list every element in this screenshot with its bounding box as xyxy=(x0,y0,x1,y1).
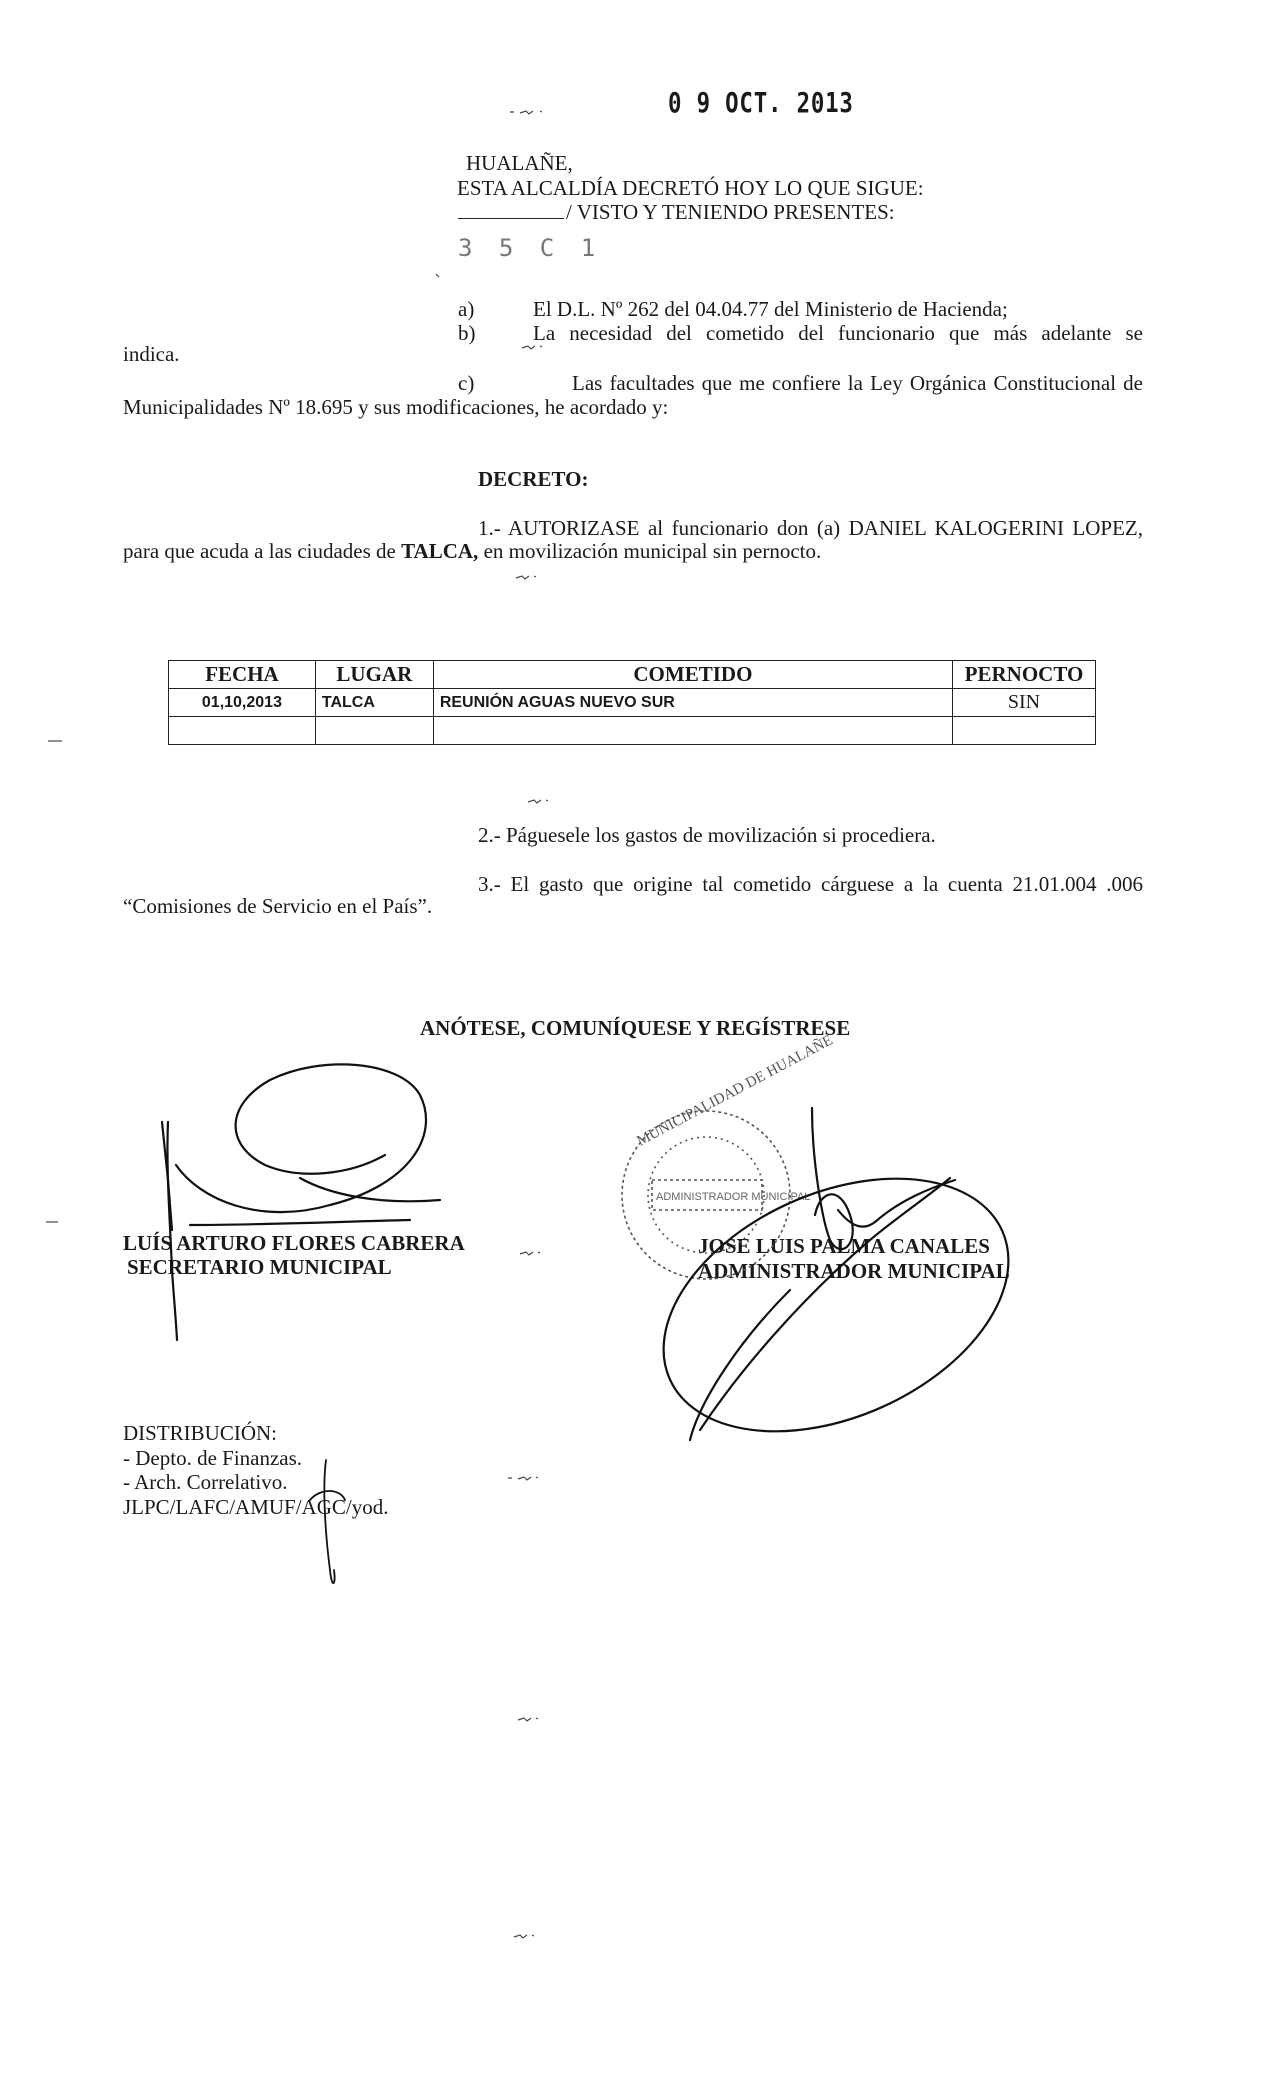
consideration-c-label: c) xyxy=(458,371,475,395)
right-signatory-name: JOSE LUIS PALMA CANALES xyxy=(698,1234,990,1258)
decree-heading: DECRETO: xyxy=(478,467,589,491)
seal-inner-lettering: ADMINISTRADOR MUNICIPAL xyxy=(656,1191,811,1203)
destination-city: TALCA, xyxy=(401,539,479,563)
cell-fecha: 01,10,2013 xyxy=(169,689,316,717)
consideration-c-continuation: Municipalidades Nº 18.695 y sus modificaciones, he acordado y: xyxy=(123,395,669,419)
visto-heading: / VISTO Y TENIENDO PRESENTES: xyxy=(566,200,895,224)
decree-item-2: 2.- Páguesele los gastos de movilización si procediera. xyxy=(478,823,936,847)
column-header-cometido: COMETIDO xyxy=(433,661,952,689)
decree-item-3-line-1: 3.- El gasto que origine tal cometido cárguese a la cuenta 21.01.004 .006 xyxy=(478,872,1143,896)
decree-item-1-line-1: 1.- AUTORIZASE al funcionario don (a) DANIEL KALOGERINI LOPEZ, xyxy=(478,516,1143,540)
decree-item-1-line-2-pre: para que acuda a las ciudades de xyxy=(123,539,402,563)
consideration-b-label: b) xyxy=(458,321,476,345)
closing-formula: ANÓTESE, COMUNÍQUESE Y REGÍSTRESE xyxy=(420,1016,851,1040)
column-header-lugar: LUGAR xyxy=(315,661,433,689)
right-signature xyxy=(624,1108,1048,1481)
left-signature xyxy=(162,1064,440,1340)
consideration-c-text: Las facultades que me confiere la Ley Orgánica Constitucional de xyxy=(572,371,1143,395)
received-date-stamp: 0 9 OCT. 2013 xyxy=(668,86,854,119)
initials-mark xyxy=(310,1460,345,1583)
scan-marks xyxy=(46,111,548,1938)
decree-number-stamp: 3 5 C 1 xyxy=(458,234,602,262)
cell-cometido: REUNIÓN AGUAS NUEVO SUR xyxy=(433,689,952,717)
distribution-item: - Arch. Correlativo. xyxy=(123,1470,288,1494)
cell-lugar: TALCA xyxy=(315,689,433,717)
column-header-pernocto: PERNOCTO xyxy=(953,661,1096,689)
left-signatory-name: LUÍS ARTURO FLORES CABRERA xyxy=(123,1231,465,1255)
consideration-a-text: El D.L. Nº 262 del 04.04.77 del Ministerio de Hacienda; xyxy=(533,297,1008,321)
left-signatory-title: SECRETARIO MUNICIPAL xyxy=(127,1255,392,1279)
distribution-heading: DISTRIBUCIÓN: xyxy=(123,1421,278,1445)
decree-item-1-line-2-post: en movilización municipal sin pernocto. xyxy=(478,539,822,563)
column-header-fecha: FECHA xyxy=(169,661,316,689)
distribution-item: - Depto. de Finanzas. xyxy=(123,1446,303,1470)
city-heading: HUALAÑE, xyxy=(466,151,573,175)
seal-outer-lettering: MUNICIPALIDAD DE HUALAÑE xyxy=(634,1032,836,1150)
consideration-a-label: a) xyxy=(458,297,475,321)
cell-pernocto: SIN xyxy=(953,689,1096,717)
consideration-b-continuation: indica. xyxy=(123,342,180,366)
consideration-b-text: La necesidad del cometido del funcionario que más adelante se xyxy=(533,321,1143,345)
decree-item-3-line-2: “Comisiones de Servicio en el País”. xyxy=(123,894,433,918)
reference-initials: JLPC/LAFC/AMUF/AGC/yod. xyxy=(123,1495,389,1519)
right-signatory-title: ADMINISTRADOR MUNICIPAL xyxy=(698,1259,1010,1283)
decree-intro: ESTA ALCALDÍA DECRETÓ HOY LO QUE SIGUE: xyxy=(457,176,924,200)
